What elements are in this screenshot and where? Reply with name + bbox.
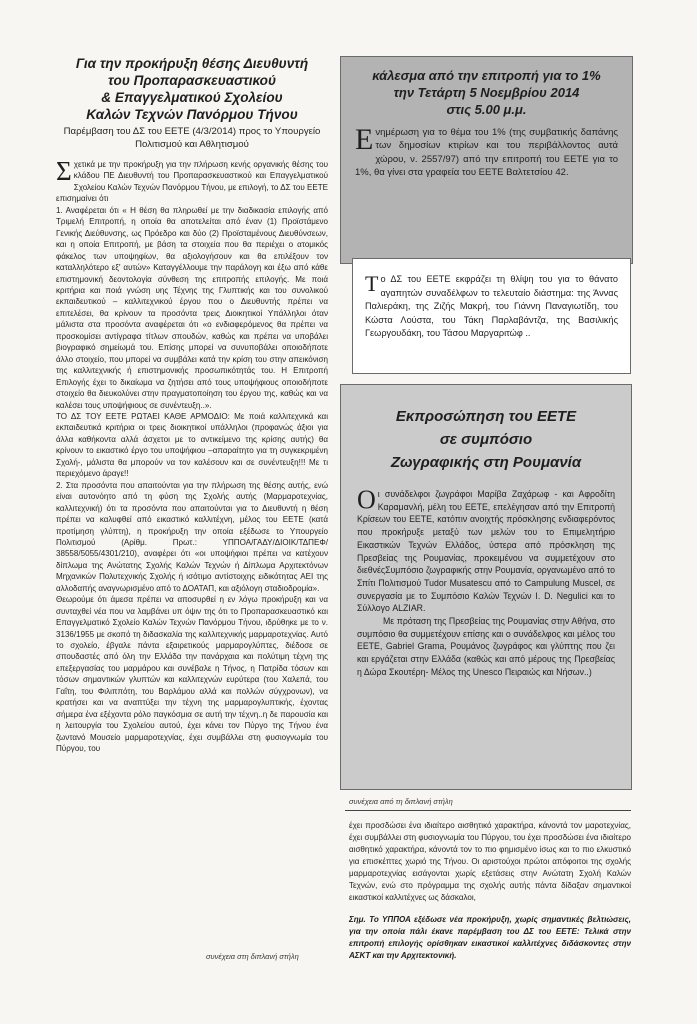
title-line: Καλών Τεχνών Πανόρμου Τήνου	[86, 107, 298, 122]
condolence-box	[352, 258, 631, 374]
announcement-box-1-percent	[340, 56, 633, 264]
box-text	[365, 273, 618, 341]
box-body	[357, 485, 615, 679]
title-line: στις 5.00 μ.μ.	[446, 102, 527, 117]
drop-cap: Ο	[357, 485, 376, 514]
left-article-subtitle: Παρέμβαση του ΔΣ του ΕΕΤΕ (4/3/2014) προς το Υπουργείο Πολιτισμού και Αθλητισμού	[63, 126, 321, 150]
title-line: του Προπαρασκευαστικού	[107, 73, 277, 88]
title-line: Ζωγραφικής στη Ρουμανία	[390, 454, 582, 471]
paragraph	[56, 156, 328, 205]
title-line: την Τετάρτη 5 Νοεμβρίου 2014	[393, 85, 580, 100]
paragraph: 1. Αναφέρεται ότι « Η θέση θα πληρωθεί με την διαδικασία επιλογής από Τριμελή Επιτροπή, η οποία θα αποτελείται από έναν (1) Προϊστάμενο Γενικής Διεύθυνσης, ως Πρόεδρο και δύο (2) Προϊσταμένους Διευθύνσεων, και η οποία Επιτροπή, με βάση τα στοιχεία που θα περιέχει ο ατομικός φάκελος των υποψηφίων, θα αξιολογήσουν και θα επιλέξουν τον καταλληλότερο εξ' αυτών» Καταγγέλλουμε την παράλογη και έξω από κάθε επιστημονική δεοντολογία σύνθεση της επιτροπής επιλογής. Με ποιά κριτήρια και ποιά γνώση υης Τέχνης της Γλυπτικής και του συνολικού εκπαιδευτικού – καλλιτεχνικού έργου που ο Διευθυντής πρέπει να επιτελέσει, θα κρίνουν τα προσόντα τρεις Διοικητικοί Υπάλληλοι όταν μάλιστα στα προσόντα αναφέρεται ότι «ο ενδιαφερόμενος θα πρέπει να προσκομίσει αντίγραφα τίτλων σπουδών, καθώς και πρέπει να υποβάλει βιογραφικό σημείωμά του. Επίσης μπορεί να συνυποβάλει οποιοδήποτε άλλο στοιχείο, που μπορεί να συμβάλει κατά την κρίση του στην απεικόνιση της καλλιτεχνικής ή επιστημονικής προσωπικότητάς του. Η Επιτροπή Επιλογής έχει το δικαίωμα να ζητήσει από τους υποψήφιους οποιοδήποτε στοιχείο θα διευκολύνει στην πραγματοποίηση του έργου της, καθώς και να καλέσει τους υποψήφιους σε συνέντευξη..».	[56, 205, 328, 410]
left-article-body	[56, 156, 328, 755]
title-line: κάλεσμα από την επιτροπή για το 1%	[372, 68, 601, 83]
drop-cap: Σ	[56, 156, 72, 186]
divider	[345, 810, 631, 811]
paragraph: έχει προσδώσει ένα ιδιαίτερο αισθητικό χαρακτήρα, κάνοντά τον μαροτεχνίας, έχει συμβάλλει στη φυσιογνωμία του Πύργου, του έχει προσδώσει ένα ιδιαίτερο αισθητικό χαρακτήρα, κάνοντά τον το πιο φημισμένο ίσως και το πιο ελκυστικό για επισκέπτες χωριό της Τήνου. Οι αριστούχοι πρώτοι απόφοιτοι της σχολής μαρμαροτεχνίας εισάγονται χωρίς εξετάσεις στην Ανώτατη Σχολή Καλών Τεχνών, ενώ στο πρόγραμμα της σχολής αυτής πάντα δίδαξαν σημαντικοί εικαστικοί καλλιτέχνες ως δάσκαλοι,	[349, 821, 631, 903]
drop-cap: Ε	[355, 123, 374, 156]
box-text	[355, 123, 618, 180]
box-text-body: ο ΔΣ του ΕΕΤΕ εκφράζει τη θλίψη του για το θάνατο αγαπητών συναδέλφων το τελευταίο διάστημα: της Άννας Παλιεράκη, της Ζιζής Μακρή, του Γιάννη Παναγιωτίδη, του Κώστα Λούστα, του Τάκη Παρλαβάντζα, της Βασιλικής Γεωργουδάκη, του Τάσου Μαργαριτώφ ..	[365, 274, 618, 339]
paragraph-text: χετικά με την προκήρυξη για την πλήρωση κενής οργανικής θέσης του κλάδου ΠΕ Διευθυντή του Προπαρασκευαστικού και Επαγγελματικού Σχολείου Καλών Τεχνών Πανόρμου Τήνου, με επιλογή, το ΔΣ του ΕΕΤΕ επισημαίνει ότι	[56, 160, 328, 204]
symposium-box	[340, 384, 632, 790]
left-article	[56, 55, 328, 755]
paragraph-text: ι συνάδελφοι ζωγράφοι Μαρίβα Ζαχάρωφ - και Αφροδίτη Καραμανλή, μέλη του ΕΕΤΕ, επελέγησαν από την Επιτροπή Κρίσεων του ΕΕΤΕ, κατόπιν ανοιχτής πρόσκλησης ενδιαφερόντος που προκήρυξε μεταξύ των μελών του το Επιμελητήριο Εικαστικών Τεχνών Ελλάδος, ύστερα από πρόσκληση της Πρεσβείας της Ρουμανίας, προκειμένου να συμμετέχουν στο διεθνέςΣυμπόσιο ζωγραφικής στην Ρουμανία, οργανωμένο από το Σπίτι Πολιτισμού Tudor Musatescu από το Campulung Muscel, σε συνεργασία με το Συμπόσιο Καλών Τεχνών I. D. Negulici και το Σύλλογο ALZIAR.	[357, 489, 615, 614]
paragraph: ΤΟ ΔΣ ΤΟΥ ΕΕΤΕ ΡΩΤΑΕΙ ΚΑΘΕ ΑΡΜΟΔΙΟ: Με ποιά καλλιτεχνικά και εκπαιδευτικά κριτήρια οι τρεις διοικητικοί υπάλληλοι (προφανώς άξιοι για άλλα καθήκοντα αλλά άσχετοι με το αντικείμενο της κρίσης αυτής) θα κρίνουν το εικαστικό έργο του υποψήφιου –απαραίτητο για τη συγκεκριμένη Σχολή-, μάλιστα θα μπορούν να τον καλέσουν και σε συνέντευξη!!! Με τι περιεχόμενο άραγε!!	[56, 411, 328, 479]
continued-article-text	[349, 820, 631, 963]
box-text-body: νημέρωση για το θέμα του 1% (της συμβατικής δαπάνης των δημοσίων κτιρίων και του περιβάλλοντος αυτά χώρου, ν. 2557/97) από την επιτροπή του ΕΕΤΕ για το 1%, θα γίνει στα γραφεία του ΕΕΤΕ Βαλτετσίου 42.	[355, 127, 618, 179]
continue-note: συνέχεια από τη διπλανή στήλη	[349, 797, 453, 806]
box-title	[357, 405, 615, 474]
paragraph: 2. Στα προσόντα που απαιτούνται για την πλήρωση της θέσης αυτής, ενώ είναι αυτονόητο από τη φύση της Σχολής αυτής (Μαρμαροτεχνίας, καλλιτεχνική) ότι τα προσόντα που απαιτούνται για το Διευθυντή η θέση πρέπει να καλυφθεί από εικαστικό καλλιτέχνη, μέλος του ΕΕΤΕ (κατά προτίμηση γλύπτη), η προκήρυξη την οποία εξέδωσε το Υπουργείο Πολιτισμού (Αρίθμ. Πρωτ.: ΥΠΠΟΑ/ΓΑΔΥ/ΔΙΟΙΚ/ΤΔΠΕΦ/ 38558/5055/4301/210), αναφέρει ότι «οι υποψήφιοι πρέπει να κατέχουν δίπλωμα της Ανώτατης Σχολής Καλών Τεχνών ή Δίπλωμα Αρχιτεκτόνων Μηχανικών Πολυτεχνικής Σχολής ή ισότιμο αντίστοιχης ειδικότητας ΑΕΙ της αλλοδαπής αναγνωρισμένο από το ΔΟΑΤΑΠ, και αξιόλογη σταδιοδρομία».	[56, 480, 328, 593]
paragraph: Θεωρούμε ότι άμεσα πρέπει να αποσυρθεί η εν λόγω προκήρυξη και να συνταχθεί νέα που να λαμβάνει υπ όψιν της ότι το Προπαρασκευαστικό και Επαγγελματικό Σχολείο Καλών Τεχνών Πανόρμου Τήνου, ιδρύθηκε με το ν. 3136/1955 με σκοπό τη διδασκαλία της καλλιτεχνικής μαρμαροτεχνίας. Αυτό το σχολείο, έβγαλε πάντα εξαιρετικούς μαρμαρογλύπτες, διέδοσε σε σπουδαστές από όλη την Ελλάδα την πανάρχαια και πολύτιμη τέχνη της επεξεργασίας του μαρμάρου και συνέβαλε η Τήνος, η Πατρίδα τόσων και τόσων σημαντικών γλυπτών και καλλιτεχνών ευρύτερα (του Χαλεπά, του Γαΐτη, του Φιλιππότη, του Βαρλάμου αλλά και πολλών σύγχρονων), να κρατήσει και να αναπτύξει την τέχνη της μαρμαρογλυπτικής, έχοντας σήμερα ένα εξέχοντα ρόλο παγκόσμια σε αυτή την τέχνη..η δε παρουσία και η λειτουργία του Σχολείου αυτού, έχει κάνει τον Πύργο της Τήνου ένα ζωντανό Μουσείο μαρμαροτεχνίας, έχει συμβάλλει στη φυσιογνωμία του Πύργου, του	[56, 595, 328, 754]
paragraph: Με πρόταση της Πρεσβείας της Ρουμανίας στην Αθήνα, στο συμπόσιο θα συμμετέχουν επίσης και ο συνάδελφος και μέλος του ΕΕΤΕ, Gabriel Grama, Ρουμάνος ζωγράφος και γλύπτης που ζει και εργάζεται στην Ελλάδα (καθώς και από μέρους της Πρεσβείας η Δώρα Σκουτέρη- Μέλος της Unesco Πειραιώς και Νήσων..)	[357, 616, 615, 677]
box-title	[355, 67, 618, 118]
title-line: Για την προκήρυξη θέσης Διευθυντή	[75, 56, 309, 71]
title-line: & Επαγγελματικού Σχολείου	[101, 90, 283, 105]
editor-note: Σημ. Το ΥΠΠΟΑ εξέδωσε νέα προκήρυξη, χωρίς σημαντικές βελτιώσεις, για την οποία πάλι έκανε παρέμβαση του ΔΣ του ΕΕΤΕ: Τελικά στην επιτροπή επιλογής ορίσθηκαν εικαστικοί καλλιτέχνες διδάσκοντες στην ΑΣΚΤ και την Αρχιτεκτονική.	[349, 915, 631, 961]
left-article-title	[56, 55, 328, 123]
continue-note: συνέχεια στη διπλανή στήλη	[206, 952, 299, 961]
title-line: σε συμπόσιο	[439, 431, 533, 448]
title-line: Εκπροσώπηση του ΕΕΤΕ	[395, 408, 577, 425]
drop-cap: Τ	[365, 271, 379, 296]
paragraph	[357, 485, 615, 615]
